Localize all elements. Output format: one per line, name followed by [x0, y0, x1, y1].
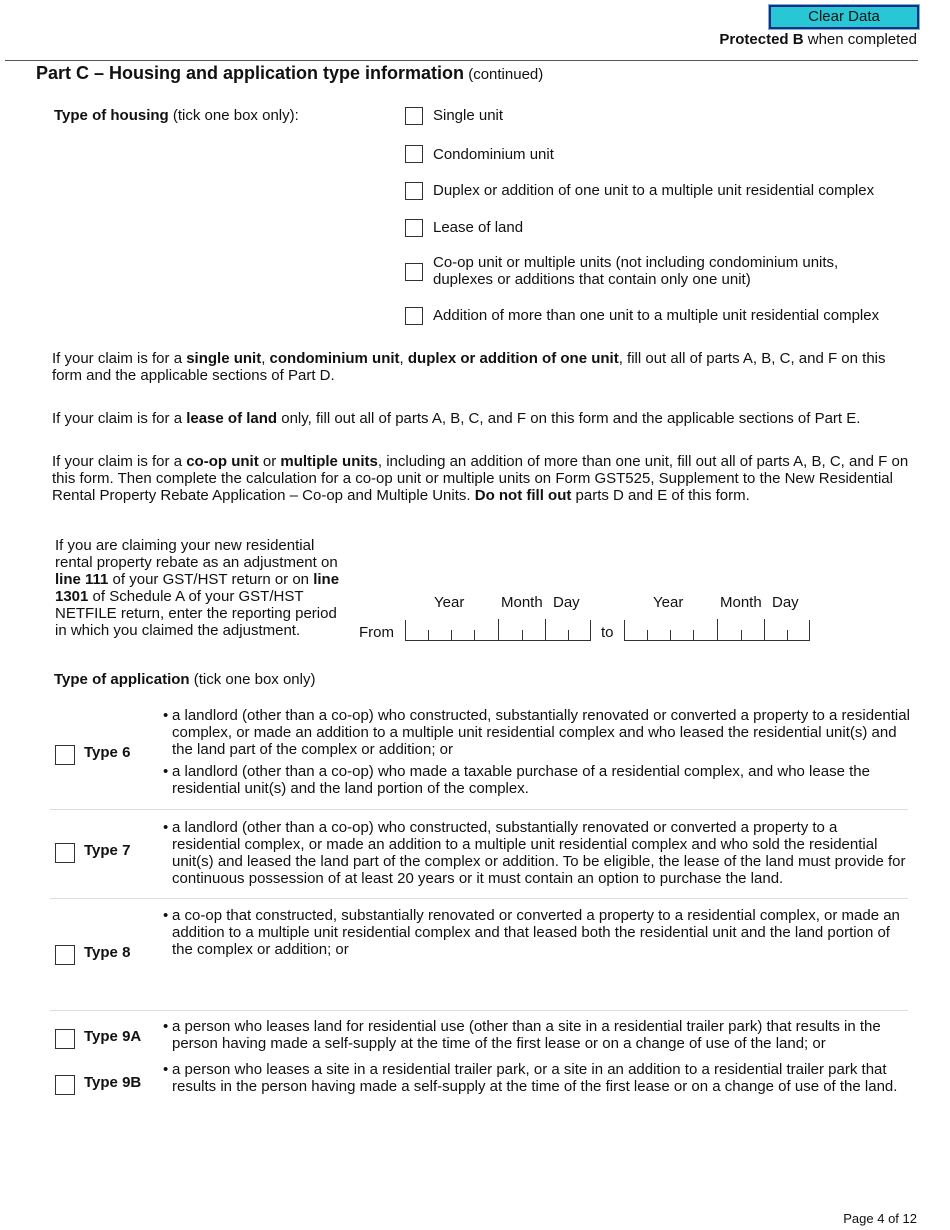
from-day-label: Day [553, 594, 580, 611]
bullet-dot: • [163, 907, 169, 924]
part-c-title [36, 63, 543, 84]
text: only, fill out all of parts A, B, C, and F on this form and the applicable sections of Part E. [277, 410, 861, 427]
type-9a-bullet-1 [163, 1018, 907, 1052]
text: parts D and E of this form. [571, 487, 750, 504]
type-7-label: Type 7 [84, 842, 131, 859]
text-bold: line 1301 [55, 571, 340, 605]
to-day-field[interactable] [764, 620, 810, 641]
housing-duplex-label: Duplex or addition of one unit to a multiple unit residential complex [433, 182, 875, 199]
text: a landlord (other than a co-op) who constructed, substantially renovated or converted a property to a residential complex, or made an addition to a multiple unit residential complex and who sold the residential unit(s) and leased the land part of the complex or addition. To be eligible, the lease of the land must provide for continuous possession of at least 20 years or it must contain an option to purchase the land. [172, 819, 906, 887]
type-6-checkbox[interactable] [55, 745, 75, 765]
text: a landlord (other than a co-op) who constructed, substantially renovated or converted a property to a residential complex, or made an addition to a multiple unit residential complex and who leased the residential unit(s) and the land part of the complex or addition; or [172, 707, 910, 758]
bullet-dot: • [163, 1018, 169, 1035]
from-month-field[interactable] [498, 620, 545, 641]
protected-b-label: Protected B [719, 31, 804, 48]
text: , fill out all of parts A, B, C, and F on this form and the applicable sections of Part D. [52, 350, 886, 384]
text-bold: co-op unit [186, 453, 259, 470]
housing-single-unit-checkbox[interactable] [405, 107, 423, 125]
type-9b-label: Type 9B [84, 1074, 142, 1091]
housing-duplex-checkbox[interactable] [405, 182, 423, 200]
page-number: Page 4 of 12 [843, 1211, 917, 1226]
housing-condominium-label: Condominium unit [433, 146, 554, 163]
housing-lease-of-land-checkbox[interactable] [405, 219, 423, 237]
text-bold: duplex or addition of one unit [407, 350, 619, 367]
application-type-label [54, 671, 315, 688]
type-7-bullet-1 [163, 819, 907, 887]
housing-coop-multiple-label: Co-op unit or multiple units (not including condominium units, duplexes or additions that contain only one unit) [433, 254, 839, 288]
housing-single-unit-label: Single unit [433, 107, 504, 124]
text: of your GST/HST return or on [108, 571, 314, 588]
text-bold: lease of land [186, 410, 278, 427]
housing-type-label [54, 107, 299, 124]
text-bold: condominium unit [269, 350, 400, 367]
to-label: to [601, 624, 614, 641]
type-separator [50, 1010, 908, 1011]
housing-addition-multiple-label: Addition of more than one unit to a multiple unit residential complex [433, 307, 880, 324]
type-6-bullet-2 [163, 763, 892, 797]
instruction-lease-of-land [52, 410, 912, 427]
protected-b-notice [719, 31, 917, 48]
application-type-label-bold: Type of application [54, 671, 190, 688]
to-month-label: Month [720, 594, 762, 611]
instruction-coop-multiple [52, 453, 917, 504]
text: If you are claiming your new residential rental property rebate as an adjustment on [55, 537, 338, 571]
text: , [261, 350, 270, 367]
housing-coop-multiple-checkbox[interactable] [405, 263, 423, 281]
type-separator [50, 809, 908, 810]
from-day-field[interactable] [545, 620, 591, 641]
type-9b-checkbox[interactable] [55, 1075, 75, 1095]
part-c-heading: Part C – Housing and application type information [36, 63, 465, 83]
adjustment-instruction [55, 537, 351, 639]
instruction-single-unit [52, 350, 912, 384]
from-year-label: Year [434, 594, 465, 611]
type-8-bullet-1 [163, 907, 912, 958]
type-7-checkbox[interactable] [55, 843, 75, 863]
housing-type-label-hint: (tick one box only): [168, 107, 299, 124]
bullet-dot: • [163, 1061, 169, 1078]
text: of Schedule A of your GST/HST NETFILE return, enter the reporting period in which you claimed the adjustment. [55, 588, 337, 639]
text: a person who leases a site in a residential trailer park, or a site in an addition to a residential trailer park that results in the person having made a self-supply at the time of the first lease or on a change of use of the land. [172, 1061, 898, 1095]
from-label: From [359, 624, 394, 641]
type-separator [50, 898, 908, 899]
to-day-label: Day [772, 594, 799, 611]
housing-condominium-checkbox[interactable] [405, 145, 423, 163]
from-month-label: Month [501, 594, 543, 611]
text: a co-op that constructed, substantially renovated or converted a property to a residential complex, or made an addition to a multiple unit residential complex and that leased both the residential unit and the land portion of the complex or addition; or [172, 907, 900, 958]
text: a landlord (other than a co-op) who made a taxable purchase of a residential complex, and who lease the residential unit(s) and the land portion of the complex. [172, 763, 870, 797]
clear-data-button[interactable]: Clear Data [769, 5, 919, 29]
text-bold: line 111 [55, 571, 109, 588]
housing-addition-multiple-checkbox[interactable] [405, 307, 423, 325]
header-divider [5, 60, 918, 61]
type-9a-checkbox[interactable] [55, 1029, 75, 1049]
text: , including an addition of more than one unit, fill out all of parts A, B, C, and F on this form. Then complete the calculation for a co-op unit or multiple units on Form GST525, Supplement to the New Residential Rental Property Rebate Application – Co-op and Multiple Units. [52, 453, 909, 504]
type-9b-bullet-1 [163, 1061, 902, 1095]
type-6-label: Type 6 [84, 744, 131, 761]
text: a person who leases land for residential use (other than a site in a residential trailer park) that results in the person having made a self-supply at the time of the first lease or on a change of use of the land; or [172, 1018, 881, 1052]
text-bold: single unit [186, 350, 262, 367]
protected-b-suffix: when completed [803, 31, 917, 48]
text: If your claim is for a [52, 350, 187, 367]
text-bold: Do not fill out [474, 487, 572, 504]
from-year-field[interactable] [405, 620, 498, 641]
type-8-checkbox[interactable] [55, 945, 75, 965]
to-year-field[interactable] [624, 620, 717, 641]
text: or [258, 453, 281, 470]
to-year-label: Year [653, 594, 684, 611]
type-9a-label: Type 9A [84, 1028, 142, 1045]
text: If your claim is for a [52, 410, 187, 427]
text: If your claim is for a [52, 453, 187, 470]
text: , [399, 350, 408, 367]
type-6-bullet-1 [163, 707, 917, 758]
housing-type-label-bold: Type of housing [54, 107, 169, 124]
application-type-label-hint: (tick one box only) [189, 671, 316, 688]
bullet-dot: • [163, 763, 169, 780]
to-month-field[interactable] [717, 620, 764, 641]
part-c-continued: (continued) [464, 66, 544, 83]
bullet-dot: • [163, 707, 169, 724]
type-8-label: Type 8 [84, 944, 131, 961]
bullet-dot: • [163, 819, 169, 836]
housing-lease-of-land-label: Lease of land [433, 219, 524, 236]
text-bold: multiple units [280, 453, 378, 470]
